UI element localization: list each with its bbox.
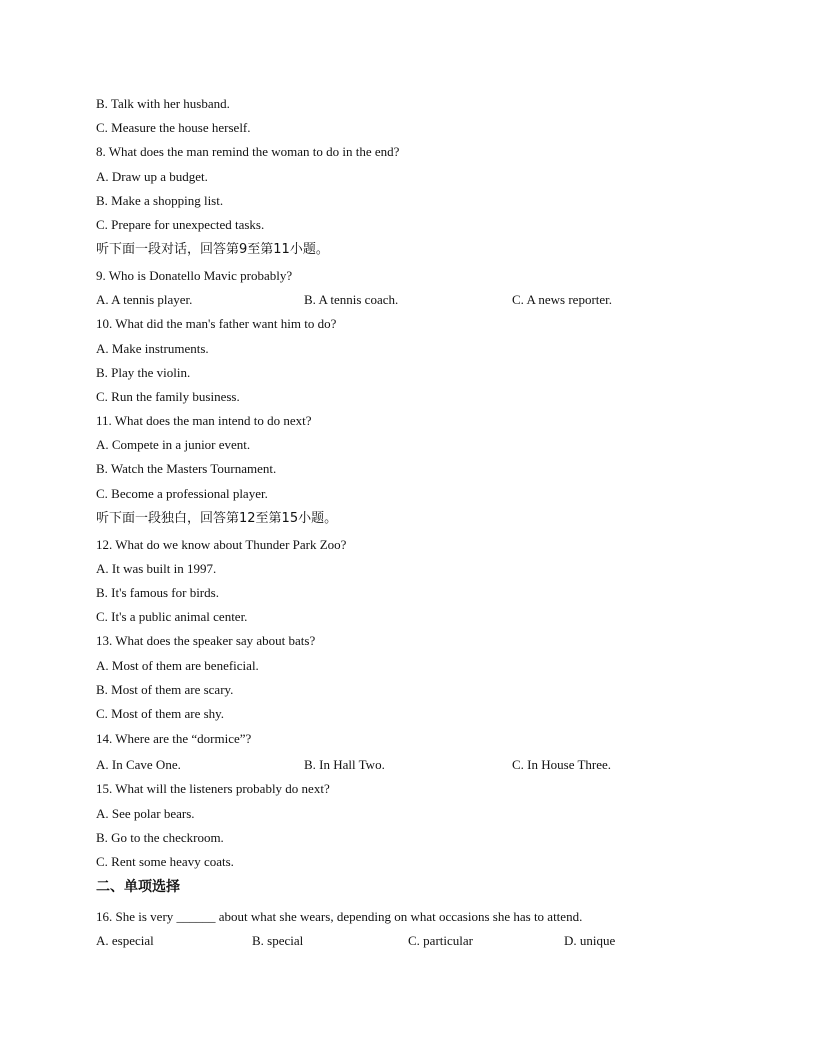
option-8c: C. Prepare for unexpected tasks. (96, 217, 265, 232)
option-14c: C. In House Three. (512, 757, 612, 772)
option-15a: A. See polar bears. (96, 806, 195, 821)
question-16: 16. She is very ______ about what she wears, depending on what occasions she has to attend. (96, 909, 583, 924)
option-13a: A. Most of them are beneficial. (96, 658, 259, 673)
option-16c: C. particular (408, 933, 473, 948)
option-10a: A. Make instruments. (96, 341, 209, 356)
option-12a: A. It was built in 1997. (96, 561, 217, 576)
option-11c: C. Become a professional player. (96, 486, 268, 501)
option-8a: A. Draw up a budget. (96, 169, 208, 184)
question-8: 8. What does the man remind the woman to do in the end? (96, 144, 400, 159)
question-13: 13. What does the speaker say about bats? (96, 633, 316, 648)
option-16d: D. unique (564, 933, 616, 948)
listening-instruction-9-11: 听下面一段对话，回答第9至第11小题。 (96, 242, 329, 257)
question-10: 10. What did the man's father want him to do? (96, 316, 337, 331)
option-9b: B. A tennis coach. (304, 292, 399, 307)
option-14b: B. In Hall Two. (304, 757, 385, 772)
option-7c: C. Measure the house herself. (96, 120, 251, 135)
question-12: 12. What do we know about Thunder Park Zoo? (96, 537, 347, 552)
question-11: 11. What does the man intend to do next? (96, 413, 312, 428)
option-13c: C. Most of them are shy. (96, 706, 225, 721)
option-9a: A. A tennis player. (96, 292, 193, 307)
option-11a: A. Compete in a junior event. (96, 437, 251, 452)
option-12c: C. It's a public animal center. (96, 609, 248, 624)
option-7b: B. Talk with her husband. (96, 96, 230, 111)
option-15c: C. Rent some heavy coats. (96, 854, 234, 869)
option-12b: B. It's famous for birds. (96, 585, 219, 600)
question-9: 9. Who is Donatello Mavic probably? (96, 268, 293, 283)
option-10c: C. Run the family business. (96, 389, 240, 404)
question-14: 14. Where are the “dormice”? (96, 731, 252, 746)
section-heading-single-choice: 二、单项选择 (96, 879, 180, 895)
option-15b: B. Go to the checkroom. (96, 830, 224, 845)
option-14a: A. In Cave One. (96, 757, 181, 772)
option-9c: C. A news reporter. (512, 292, 613, 307)
option-16a: A. especial (96, 933, 154, 948)
option-10b: B. Play the violin. (96, 365, 191, 380)
option-16b: B. special (252, 933, 304, 948)
question-15: 15. What will the listeners probably do next? (96, 781, 330, 796)
listening-instruction-12-15: 听下面一段独白，回答第12至第15小题。 (96, 511, 338, 526)
option-11b: B. Watch the Masters Tournament. (96, 461, 277, 476)
option-13b: B. Most of them are scary. (96, 682, 234, 697)
option-8b: B. Make a shopping list. (96, 193, 224, 208)
